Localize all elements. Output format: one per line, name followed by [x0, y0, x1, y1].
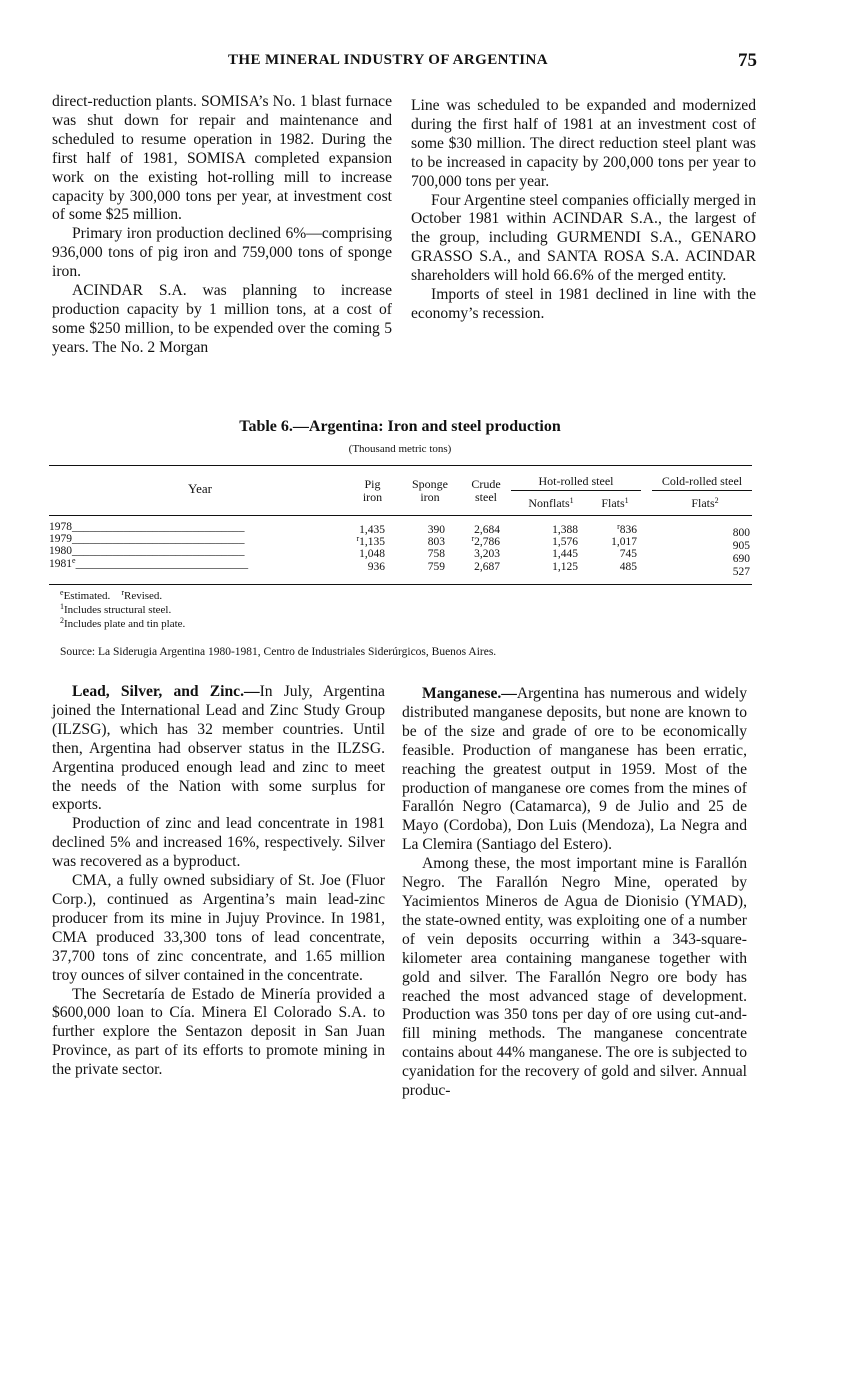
cell-pig-iron: $^r$1,135 [356, 534, 385, 548]
paragraph: direct-reduction plants. SOMISA’s No. 1 blast furnace was shut down for repair and maintenance and scheduled to resume operation in 1982. During the first half of 1981, SOMISA completed expansion work on the existing hot-rolling mill to increase capacity by 300,000 tons per year, at investment cost of some $25 million. [52, 93, 392, 224]
cell-pig-iron: 1,048 [359, 548, 385, 560]
paragraph: Production of zinc and lead concentrate in 1981 declined 5% and increased 16%, respectively. Silver was recovered as a byproduct. [52, 815, 385, 871]
section-heading-lead-silver-zinc: Lead, Silver, and Zinc.— [72, 683, 260, 700]
table-row-year: 1981e______________________________ [49, 558, 249, 570]
paragraph: Lead, Silver, and Zinc.—In July, Argentina joined the International Lead and Zinc Study Group (ILZSG), which has 32 member countries. Until then, Argentina had observer status in the ILZSG. Argentina produced enough lead and zinc to meet the needs of the Nation with some surplus for exports. [52, 683, 385, 814]
table-row-year: 1980______________________________ [49, 545, 245, 557]
cell-pig-iron: 1,435 [359, 524, 385, 536]
paragraph: Primary iron production declined 6%—comprising 936,000 tons of pig iron and 759,000 tons of sponge iron. [52, 225, 392, 281]
cell-hot-flats: 745 [619, 548, 637, 560]
running-title: THE MINERAL INDUSTRY OF ARGENTINA [228, 52, 548, 68]
table-row-year: 1978______________________________ [49, 521, 245, 533]
cell-sponge-iron: 390 [427, 524, 445, 536]
table-units: (Thousand metric tons) [348, 443, 452, 455]
bottom-right-column [402, 685, 747, 1101]
col-header-year: Year [188, 481, 212, 496]
footnote-2: $^2$Includes plate and tin plate. [60, 616, 186, 630]
cell-crude-steel: $^r$2,786 [471, 534, 500, 548]
cell-sponge-iron: 803 [427, 536, 445, 548]
cell-cold-flats: 905 [732, 540, 750, 552]
cold-rolled-group-rule [652, 490, 752, 491]
page-number: 75 [738, 50, 757, 71]
cell-hot-nonflats: 1,445 [552, 548, 578, 560]
paragraph: CMA, a fully owned subsidiary of St. Joe (Fluor Corp.), continued as Argentina’s main lead-zinc producer from its mine in Jujuy Province. In 1981, CMA produced 33,300 tons of lead concentrate, 37,700 tons of zinc concentrate, and 1.65 million troy ounces of silver contained in the concentrate. [52, 872, 385, 984]
table-bottom-rule [49, 584, 752, 585]
cell-cold-flats: 690 [732, 553, 750, 565]
top-right-column [411, 97, 756, 324]
col-header-pig-iron: Pig iron [362, 477, 383, 504]
cell-hot-nonflats: 1,125 [552, 561, 578, 573]
paragraph: Line was scheduled to be expanded and modernized during the first half of 1981 at an investment cost of some $30 million. The direct reduction steel plant was to be increased in capacity by 200,000 tons per year to 700,000 tons per year. [411, 97, 756, 190]
paragraph: Manganese.—Argentina has numerous and widely distributed manganese deposits, but none are known to be of the size and grade of ore to be economically feasible. Production of manganese has been erratic, reaching the greatest output in 1959. Most of the production of manganese ore comes from the mines of Farallón Negro (Catamarca), 9 de Julio and 25 de Mayo (Cordoba), Don Luis (Mendoza), La Negra and La Clemira (Santiago del Estero). [402, 685, 747, 854]
col-header-nonflats: Nonflats$^1$ [528, 496, 574, 510]
cell-hot-flats: $^r$836 [617, 522, 637, 536]
col-header-crude-steel: Crude steel [471, 477, 501, 504]
table-source: Source: La Siderugia Argentina 1980-1981, Centro de Industriales Siderúrgicos, Buenos Aires. [60, 646, 497, 658]
footnote-1: $^1$Includes structural steel. [60, 602, 172, 616]
paragraph: Imports of steel in 1981 declined in line with the economy’s recession. [411, 286, 756, 322]
col-header-flats: Flats$^1$ [601, 496, 629, 510]
cell-hot-nonflats: 1,576 [552, 536, 578, 548]
cell-crude-steel: 3,203 [474, 548, 500, 560]
paragraph: Among these, the most important mine is Farallón Negro. The Farallón Negro Mine, operated by Yacimientos Mineros de Agua de Dionisio (YMAD), the state-owned entity, was exploiting one of a number of vein deposits occurring within a 343-square-kilometer area containing manganese together with gold and silver. The Farallón Negro ore body has reached the most advanced stage of development. Production was 350 tons per day of ore using cut-and-fill mining methods. The manganese concentrate contains about 44% manganese. The ore is subjected to cyanidation for the recovery of gold and silver. Annual produc- [402, 855, 747, 1100]
page-header [0, 50, 858, 76]
table-title: Table 6.—Argentina: Iron and steel production [239, 418, 561, 435]
cell-crude-steel: 2,687 [474, 561, 500, 573]
hot-rolled-group-rule [511, 490, 641, 491]
col-header-sponge-iron: Sponge iron [412, 477, 448, 504]
paragraph: The Secretaría de Estado de Minería provided a $600,000 loan to Cía. Minera El Colorado S.A. to further explore the Sentazon deposit in San Juan Province, as part of its efforts to promote mining in the private sector. [52, 985, 385, 1079]
paragraph: Four Argentine steel companies officially merged in October 1981 within ACINDAR S.A., the largest of the group, including GURMENDI S.A., GENARO GRASSO S.A., and SANTA ROSA S.A. ACINDAR shareholders will hold 66.6% of the merged entity. [411, 191, 756, 285]
footnote-estimated-revised: $^e$Estimated. $^r$Revised. [60, 588, 163, 602]
cell-pig-iron: 936 [367, 561, 385, 573]
table-row-year: 1979______________________________ [49, 533, 245, 545]
col-header-hot-rolled-steel: Hot-rolled steel [538, 474, 614, 488]
col-header-cold-flats: Flats$^2$ [691, 496, 719, 510]
paragraph: ACINDAR S.A. was planning to increase production capacity by 1 million tons, at a cost of some $250 million, to be expended over the coming 5 years. The No. 2 Morgan [52, 282, 392, 356]
table-top-rule [49, 465, 752, 466]
cell-crude-steel: 2,684 [474, 524, 500, 536]
cell-hot-nonflats: 1,388 [552, 524, 578, 536]
top-left-column [52, 93, 392, 358]
bottom-left-column [52, 683, 385, 1080]
cell-sponge-iron: 759 [427, 561, 445, 573]
cell-hot-flats: 485 [619, 561, 637, 573]
cell-cold-flats: 800 [732, 527, 750, 539]
section-heading-manganese: Manganese.— [422, 685, 517, 702]
cell-hot-flats: 1,017 [611, 536, 637, 548]
cell-cold-flats: 527 [732, 566, 750, 578]
cell-sponge-iron: 758 [427, 548, 445, 560]
table-header-rule [49, 515, 752, 516]
col-header-cold-rolled-steel: Cold-rolled steel [661, 474, 743, 488]
